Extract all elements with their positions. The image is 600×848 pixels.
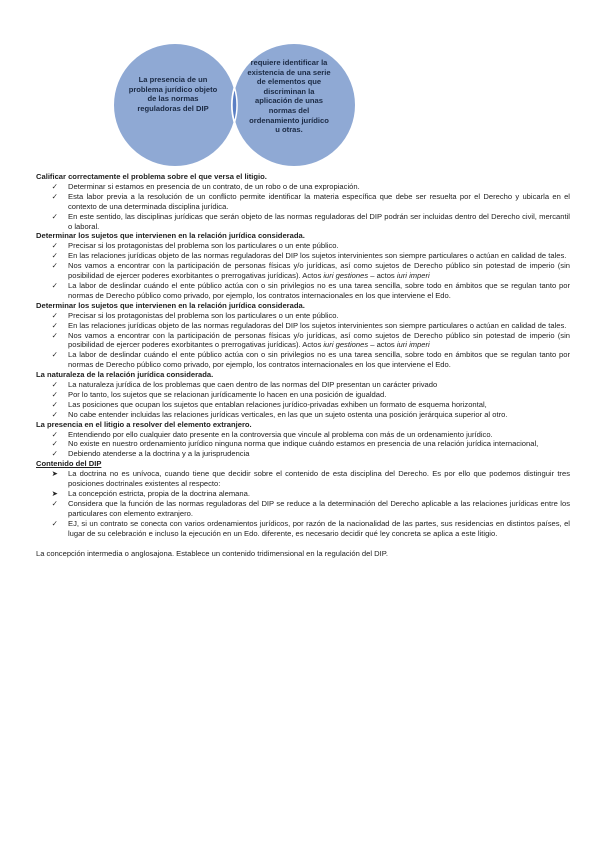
checkmark-icon: ✓ [51,350,58,360]
list-item [36,321,570,331]
checkmark-icon: ✓ [51,389,58,399]
spacer [36,539,570,549]
item-text: La labor de deslindar cuándo el ente público actúa con o sin privilegios no es una tarea sencilla, sobre todo en ámbitos que se regulan tanto por normas de Derecho público como privado, por ejemplo, los contratos internacionales en los que interviene el Edo. [68,280,570,300]
checkmark-icon: ✓ [51,241,58,251]
checkmark-icon: ✓ [51,518,58,528]
list-item-text [68,519,570,539]
item-text: Nos vamos a encontrar con la participación de personas físicas y/o jurídicas, así como sujetos de Derecho público sin potestad de imperio (sin posibilidad de ejercer poderes exorbitantes o prerrogativas jurídicas). Actos [68,261,570,281]
list-item [36,281,570,301]
list-item-text [68,439,570,449]
checkmark-icon: ✓ [51,380,58,390]
venn-right-text: requiere identificar la existencia de una serie de elementos que discriminan la aplicación de unas normas del ordenamiento jurídico u otras. [247,58,331,135]
list-item [36,499,570,519]
list-item-text [68,241,570,251]
list-item [36,380,570,390]
item-text-mid: – actos [368,271,397,281]
document-body [36,172,570,558]
list-item [36,251,570,261]
item-text: No existe en nuestro ordenamiento jurídico ninguna norma que indique cuándo estamos en presencia de una relación jurídica internacional, [68,439,539,449]
item-text: EJ, si un contrato se conecta con varios ordenamientos jurídicos, por razón de la nacionalidad de las partes, sus residencias en distintos países, el lugar de su celebración e incluso la ejecución en un Edo. diferente, es necesario decidir qué ley concreta se aplica a este litigio. [68,518,570,538]
list-item [36,469,570,489]
list-item-text [68,499,570,519]
item-text: No cabe entender incluidas las relaciones jurídicas verticales, en las que un sujeto ostenta una posición jerárquica superior al otro. [68,409,508,419]
list-item [36,182,570,192]
list-item [36,519,570,539]
italic-term: iuri imperi [396,271,430,281]
list-item-text [68,390,570,400]
list-item [36,311,570,321]
list-item-text [68,449,570,459]
list-item-text [68,182,570,192]
checkmark-icon: ✓ [51,449,58,459]
list-item-text [68,350,570,370]
arrow-bullet-icon: ➤ [51,489,58,498]
italic-term: iuri gestiones [323,271,369,281]
checkmark-icon: ✓ [51,429,58,439]
list-item-text [68,321,570,331]
closing-line: La concepción intermedia o anglosajona. Establece un contenido tridimensional en la regulación del DIP. [36,548,388,558]
item-text: Las posiciones que ocupan los sujetos que entablan relaciones jurídico-privadas exhiben un formato de esquema horizontal, [68,399,487,409]
list-item [36,212,570,232]
checkmark-icon: ✓ [51,261,58,271]
list-item-text [68,261,570,281]
checkmark-icon: ✓ [51,280,58,290]
checkmark-icon: ✓ [51,310,58,320]
list-item-text [68,251,570,261]
checkmark-icon: ✓ [51,191,58,201]
checkmark-icon: ✓ [51,399,58,409]
item-text: Debiendo atenderse a la doctrina y a la jurisprudencia [68,449,250,459]
item-text: Esta labor previa a la resolución de un conflicto permite identificar la materia específica que debe ser resuelta por el Derecho y ubicarla en el contexto de una determinada disciplina jurídica. [68,191,570,211]
list-item-text [68,380,570,390]
list-item [36,410,570,420]
list-item-text [68,430,570,440]
list-item-text [68,331,570,351]
italic-term: iuri imperi [396,340,430,350]
venn-overlap [232,88,237,123]
list-item [36,241,570,251]
item-text: Entendiendo por ello cualquier dato presente en la controversia que vincule al problema con más de un ordenamiento jurídico. [68,429,493,439]
list-item [36,390,570,400]
italic-term: iuri gestiones [323,340,369,350]
checkmark-icon: ✓ [51,181,58,191]
section-heading: Calificar correctamente el problema sobre el que versa el litigio. [36,172,267,181]
checkmark-icon: ✓ [51,211,58,221]
section-heading: La presencia en el litigio a resolver del elemento extranjero. [36,419,252,429]
list-item [36,439,570,449]
list-item [36,192,570,212]
list-item-text [68,410,570,420]
section-heading: Contenido del DIP [36,459,102,469]
checkmark-icon: ✓ [51,251,58,261]
item-text: Por lo tanto, los sujetos que se relacionan jurídicamente lo hacen en una posición de igualdad. [68,389,387,399]
item-text: Precisar si los protagonistas del problema son los particulares o un ente público. [68,310,339,320]
list-item-text [68,489,570,499]
list-item [36,261,570,281]
venn-left-text: La presencia de un problema jurídico objeto de las normas reguladoras del DIP [128,75,218,113]
item-text: La naturaleza jurídica de los problemas que caen dentro de las normas del DIP presentan un carácter privado [68,380,438,390]
checkmark-icon: ✓ [51,330,58,340]
list-item [36,489,570,499]
list-item-text [68,281,570,301]
item-text: La labor de deslindar cuándo el ente público actúa con o sin privilegios no es una tarea sencilla, sobre todo en ámbitos que se regulan tanto por normas de Derecho público como privado, por ejemplo, los contratos internacionales en los que interviene el Edo. [68,350,570,370]
item-text: En las relaciones jurídicas objeto de las normas reguladoras del DIP los sujetos intervinientes son siempre particulares o actúan en calidad de tales. [68,320,567,330]
checkmark-icon: ✓ [51,439,58,449]
list-item-text [68,311,570,321]
item-text-mid: – actos [368,340,397,350]
checkmark-icon: ✓ [51,498,58,508]
list-item [36,350,570,370]
checkmark-icon: ✓ [51,409,58,419]
item-text: En este sentido, las disciplinas jurídicas que serán objeto de las normas reguladoras del DIP podrán ser incluidas dentro del Derecho civil, mercantil o laboral. [68,211,570,231]
item-text: Considera que la función de las normas reguladoras del DIP se reduce a la determinación del Derecho aplicable a las relaciones jurídicas entre los particulares con elemento extranjero. [68,498,570,518]
list-item-text [68,192,570,212]
list-item-text [68,212,570,232]
section-heading: Determinar los sujetos que intervienen en la relación jurídica considerada. [36,231,305,241]
list-item [36,449,570,459]
list-item-text [68,469,570,489]
arrow-bullet-icon: ➤ [51,469,58,479]
checkmark-icon: ✓ [51,320,58,330]
list-item [36,331,570,351]
section-heading: Determinar los sujetos que intervienen en la relación jurídica considerada. [36,300,305,310]
item-text: En las relaciones jurídicas objeto de las normas reguladoras del DIP los sujetos intervinientes son siempre particulares o actúan en calidad de tales. [68,251,567,261]
item-text: Precisar si los protagonistas del problema son los particulares o un ente público. [68,241,339,251]
list-item-text [68,400,570,410]
item-text: Nos vamos a encontrar con la participación de personas físicas y/o jurídicas, así como sujetos de Derecho público sin potestad de imperio (sin posibilidad de ejercer poderes exorbitantes o prerrogativas jurídicas). Actos [68,330,570,350]
list-item [36,430,570,440]
section-heading: La naturaleza de la relación jurídica considerada. [36,370,214,380]
item-text: La concepción estricta, propia de la doctrina alemana. [68,489,250,498]
list-item [36,400,570,410]
item-text: Determinar si estamos en presencia de un contrato, de un robo o de una expropiación. [68,181,360,191]
item-text: La doctrina no es unívoca, cuando tiene que decidir sobre el contenido de esta disciplina del Derecho. Es por ello que podemos distinguir tres posiciones doctrinales existentes al respecto: [68,469,570,489]
